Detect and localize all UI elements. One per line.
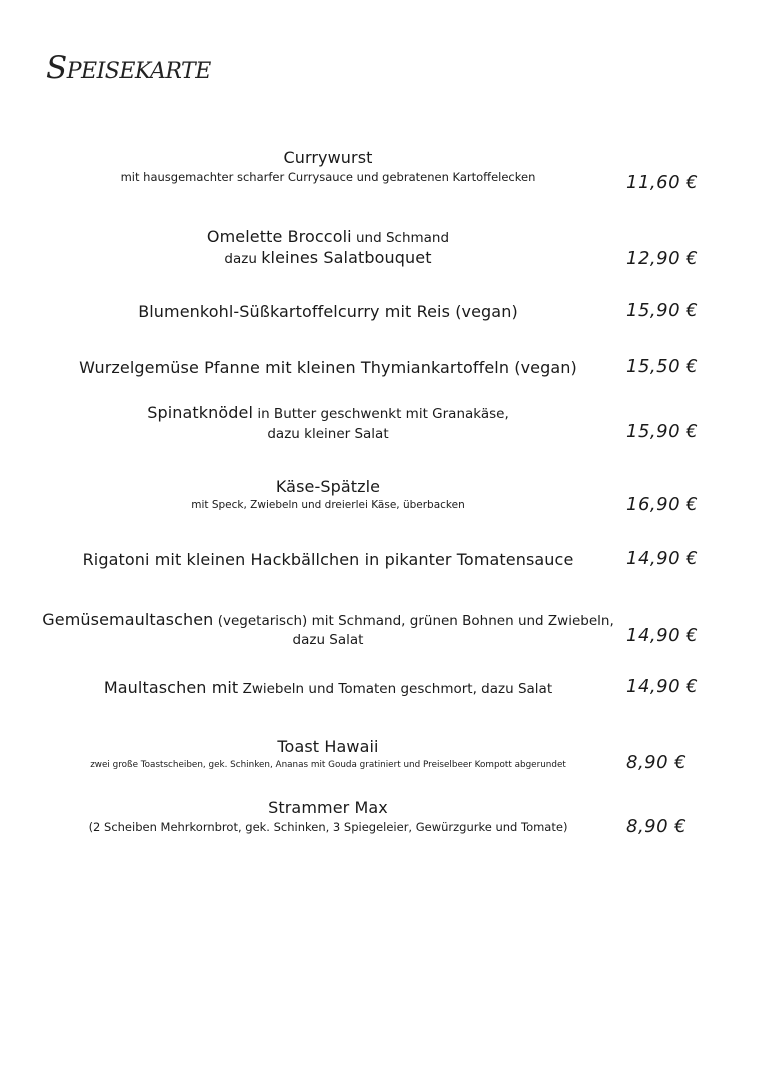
item-price: 15,90 € [626, 421, 699, 442]
item-price: 14,90 € [626, 548, 699, 569]
item-price: 15,90 € [626, 300, 699, 321]
item-name: Käse-Spätzle [275, 477, 381, 496]
item-description: kleines Salatbouquet [261, 248, 432, 267]
item-name: Blumenkohl-Süßkartoffelcurry mit Reis (vegan) [138, 302, 518, 321]
item-name: Spinatknödel [147, 403, 254, 422]
item-description: dazu kleiner Salat [267, 426, 389, 442]
item-name: Toast Hawaii [277, 737, 379, 756]
item-name: Rigatoni mit kleinen Hackbällchen in pikanter Tomatensauce [82, 550, 574, 569]
item-description: mit hausgemachter scharfer Currysauce und gebratenen Kartoffelecken [120, 170, 536, 184]
item-price: 16,90 € [626, 494, 699, 515]
item-description-prefix: dazu [224, 251, 262, 267]
item-price: 14,90 € [626, 625, 699, 646]
item-name: Omelette Broccoli [206, 227, 352, 246]
item-description: mit Speck, Zwiebeln und dreierlei Käse, überbacken [191, 499, 465, 511]
item-name: Wurzelgemüse Pfanne mit kleinen Thymiankartoffeln (vegan) [79, 358, 577, 377]
item-name-suffix: Zwiebeln und Tomaten geschmort, dazu Salat [238, 681, 553, 697]
menu-title: Speisekarte [46, 50, 211, 86]
item-description: (2 Scheiben Mehrkornbrot, gek. Schinken, 3 Spiegeleier, Gewürzgurke und Tomate) [88, 820, 568, 834]
item-name-suffix: (vegetarisch) mit Schmand, grünen Bohnen und Zwiebeln, [213, 613, 614, 629]
item-price: 11,60 € [626, 172, 699, 193]
item-price: 15,50 € [626, 356, 699, 377]
item-description: dazu Salat [292, 632, 364, 648]
item-price: 8,90 € [626, 816, 687, 837]
item-price: 8,90 € [626, 752, 687, 773]
item-price: 12,90 € [626, 248, 699, 269]
item-description: zwei große Toastscheiben, gek. Schinken, Ananas mit Gouda gratiniert und Preiselbeer Kompott abgerundet [90, 760, 566, 770]
item-name: Currywurst [283, 148, 373, 167]
item-price: 14,90 € [626, 676, 699, 697]
item-name-suffix: in Butter geschwenkt mit Granakäse, [253, 406, 509, 422]
item-name: Strammer Max [268, 798, 388, 817]
item-name: Gemüsemaultaschen [42, 610, 214, 629]
item-name-suffix: und Schmand [351, 230, 450, 246]
item-name: Maultaschen mit [103, 678, 239, 697]
